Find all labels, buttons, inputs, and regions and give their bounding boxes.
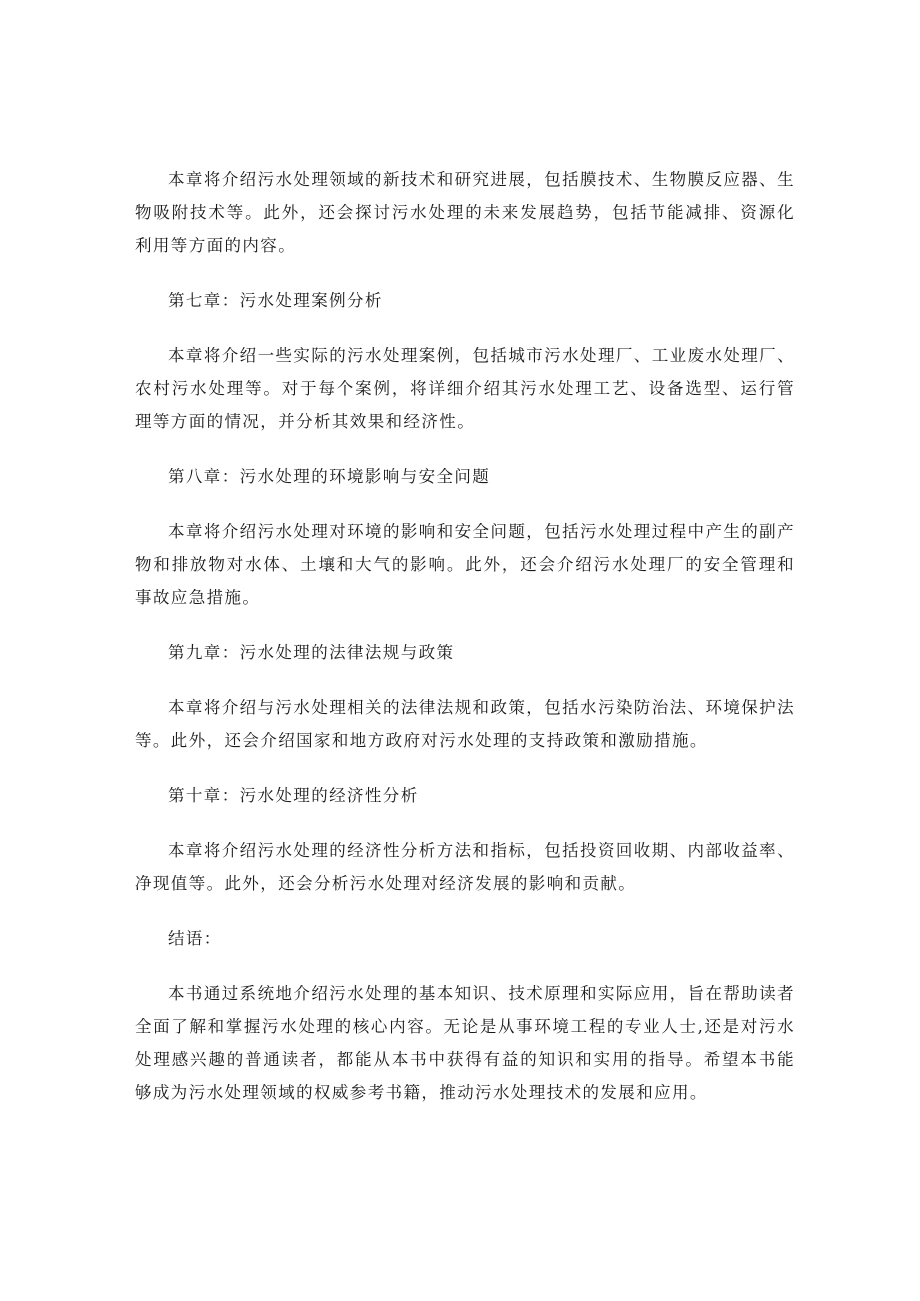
chapter-7-heading: 第七章：污水处理案例分析: [168, 291, 383, 310]
chapter-10-heading: 第十章：污水处理的经济性分析: [168, 786, 419, 805]
paragraph-conclusion-body: 本书通过系统地介绍污水处理的基本知识、技术原理和实际应用，旨在帮助读者全面了解和掌握污水处理的核心内容。无论是从事环境工程的专业人士,还是对污水处理感兴趣的普通读者，都能从本书中获得有益的知识和实用的指导。希望本书能够成为污水处理领域的权威参考书籍，推动污水处理技术的发展和应用。: [135, 984, 795, 1102]
paragraph-chapter6-body: 本章将介绍污水处理领域的新技术和研究进展，包括膜技术、生物膜反应器、生物吸附技术等。此外，还会探讨污水处理的未来发展趋势，包括节能减排、资源化利用等方面的内容。: [135, 170, 795, 255]
document-page: [135, 163, 795, 1131]
paragraph-chapter8-body: 本章将介绍污水处理对环境的影响和安全问题，包括污水处理过程中产生的副产物和排放物对水体、土壤和大气的影响。此外，还会介绍污水处理厂的安全管理和事故应急措施。: [135, 522, 795, 607]
chapter-9-heading: 第九章：污水处理的法律法规与政策: [168, 643, 455, 662]
chapter-8-heading: 第八章：污水处理的环境影响与安全问题: [168, 467, 491, 486]
paragraph-chapter7-body: 本章将介绍一些实际的污水处理案例，包括城市污水处理厂、工业废水处理厂、农村污水处理等。对于每个案例，将详细介绍其污水处理工艺、设备选型、运行管理等方面的情况，并分析其效果和经济性。: [135, 346, 795, 431]
paragraph-chapter10-body: 本章将介绍污水处理的经济性分析方法和指标，包括投资回收期、内部收益率、净现值等。此外，还会分析污水处理对经济发展的影响和贡献。: [135, 841, 795, 893]
conclusion-heading: 结语：: [168, 929, 222, 948]
paragraph-chapter9-body: 本章将介绍与污水处理相关的法律法规和政策，包括水污染防治法、环境保护法等。此外，还会介绍国家和地方政府对污水处理的支持政策和激励措施。: [135, 698, 795, 750]
